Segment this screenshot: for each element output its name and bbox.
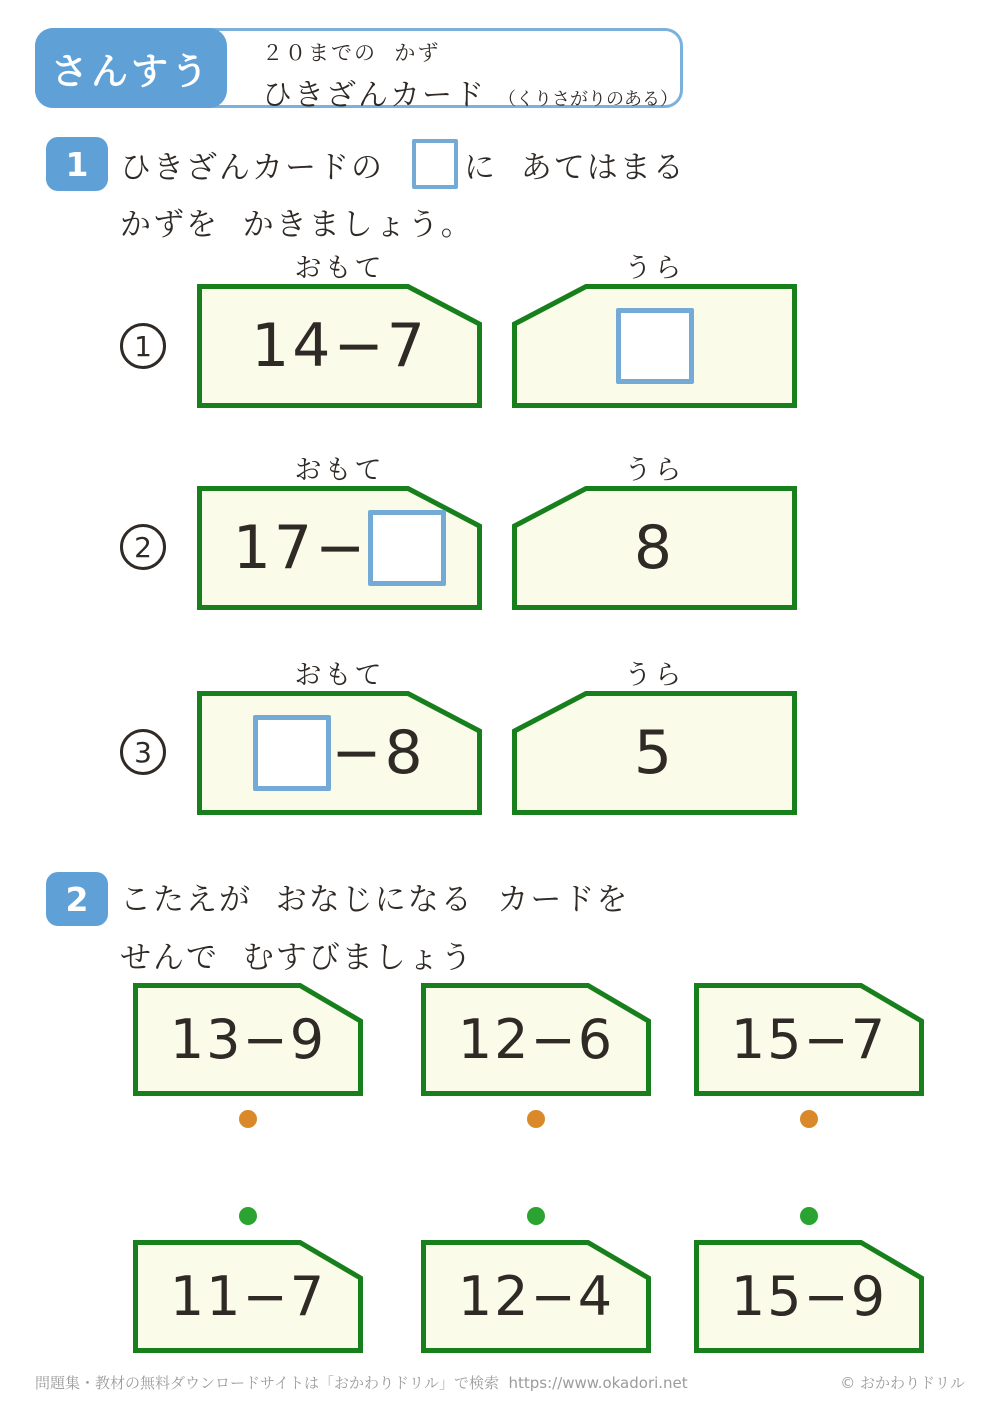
front-label: おもて xyxy=(294,455,385,486)
problem-2-answer-box[interactable] xyxy=(368,510,446,586)
problem-2-back-card xyxy=(512,486,797,610)
front-label: おもて xyxy=(294,660,385,691)
problem-3-front-card xyxy=(197,691,482,815)
match-card-top-1 xyxy=(133,983,363,1096)
back-label: うら xyxy=(624,253,685,284)
title-note: （くりさがりのある） xyxy=(498,89,678,110)
problem-3-index: 3 xyxy=(120,729,166,775)
question-2-instruction-line2: せんで むすびましょう xyxy=(120,940,474,976)
connector-dot-top-1[interactable] xyxy=(239,1110,257,1128)
match-card-top-2-expression: 12−6 xyxy=(457,1008,615,1071)
problem-1-back-card xyxy=(512,284,797,408)
question-2-number: 2 xyxy=(65,879,89,919)
match-card-bottom-3-expression: 15−9 xyxy=(730,1265,888,1328)
match-card-bottom-1 xyxy=(133,1240,363,1353)
match-card-top-3-expression: 15−7 xyxy=(730,1008,888,1071)
subject-badge xyxy=(35,28,227,108)
match-card-bottom-1-expression: 11−7 xyxy=(169,1265,327,1328)
instruction-text-after-box: に あてはまる xyxy=(464,149,686,186)
connector-dot-top-2[interactable] xyxy=(527,1110,545,1128)
inline-answer-box[interactable] xyxy=(412,139,458,189)
footer-site-info: 問題集・教材の無料ダウンロードサイトは「おかわりドリル」で検索 https://www.okadori.net xyxy=(35,1374,688,1392)
connector-dot-bottom-2[interactable] xyxy=(527,1207,545,1225)
connector-dot-top-3[interactable] xyxy=(800,1110,818,1128)
back-label: うら xyxy=(624,455,685,486)
instruction-text-before-box: ひきざんカードの xyxy=(120,149,384,186)
match-card-top-2 xyxy=(421,983,651,1096)
problem-3-front-expression: −8 xyxy=(331,718,426,788)
match-card-bottom-2 xyxy=(421,1240,651,1353)
problem-2-front-expression: 17− xyxy=(232,513,369,583)
match-card-top-1-expression: 13−9 xyxy=(169,1008,327,1071)
question-1-instruction-line2: かずを かきましょう。 xyxy=(120,207,474,243)
question-1-number: 1 xyxy=(65,144,89,184)
worksheet-title xyxy=(262,37,678,114)
problem-1-answer-box[interactable] xyxy=(616,308,694,384)
problem-1-front-expression: 14−7 xyxy=(251,311,428,381)
title-main: ひきざんカード xyxy=(262,78,486,113)
connector-dot-bottom-3[interactable] xyxy=(800,1207,818,1225)
problem-3-back-card xyxy=(512,691,797,815)
match-card-bottom-2-expression: 12−4 xyxy=(457,1265,615,1328)
match-card-top-3 xyxy=(694,983,924,1096)
problem-2-index: 2 xyxy=(120,524,166,570)
problem-1-front-card xyxy=(197,284,482,408)
question-2-badge xyxy=(46,872,108,926)
back-label: うら xyxy=(624,660,685,691)
question-2-instruction-line1: こたえが おなじになる カードを xyxy=(120,882,630,918)
problem-3-answer-box[interactable] xyxy=(253,715,331,791)
title-topic: ２０までの かず xyxy=(262,41,441,65)
subject-label: さんすう xyxy=(51,50,211,93)
question-1-instruction-line1 xyxy=(120,137,686,191)
footer-copyright: © おかわりドリル xyxy=(840,1374,965,1392)
problem-2-front-card xyxy=(197,486,482,610)
question-1-badge xyxy=(46,137,108,191)
match-card-bottom-3 xyxy=(694,1240,924,1353)
problem-3-back-answer: 5 xyxy=(633,718,676,788)
connector-dot-bottom-1[interactable] xyxy=(239,1207,257,1225)
problem-2-back-answer: 8 xyxy=(633,513,676,583)
front-label: おもて xyxy=(294,253,385,284)
problem-1-index: 1 xyxy=(120,323,166,369)
